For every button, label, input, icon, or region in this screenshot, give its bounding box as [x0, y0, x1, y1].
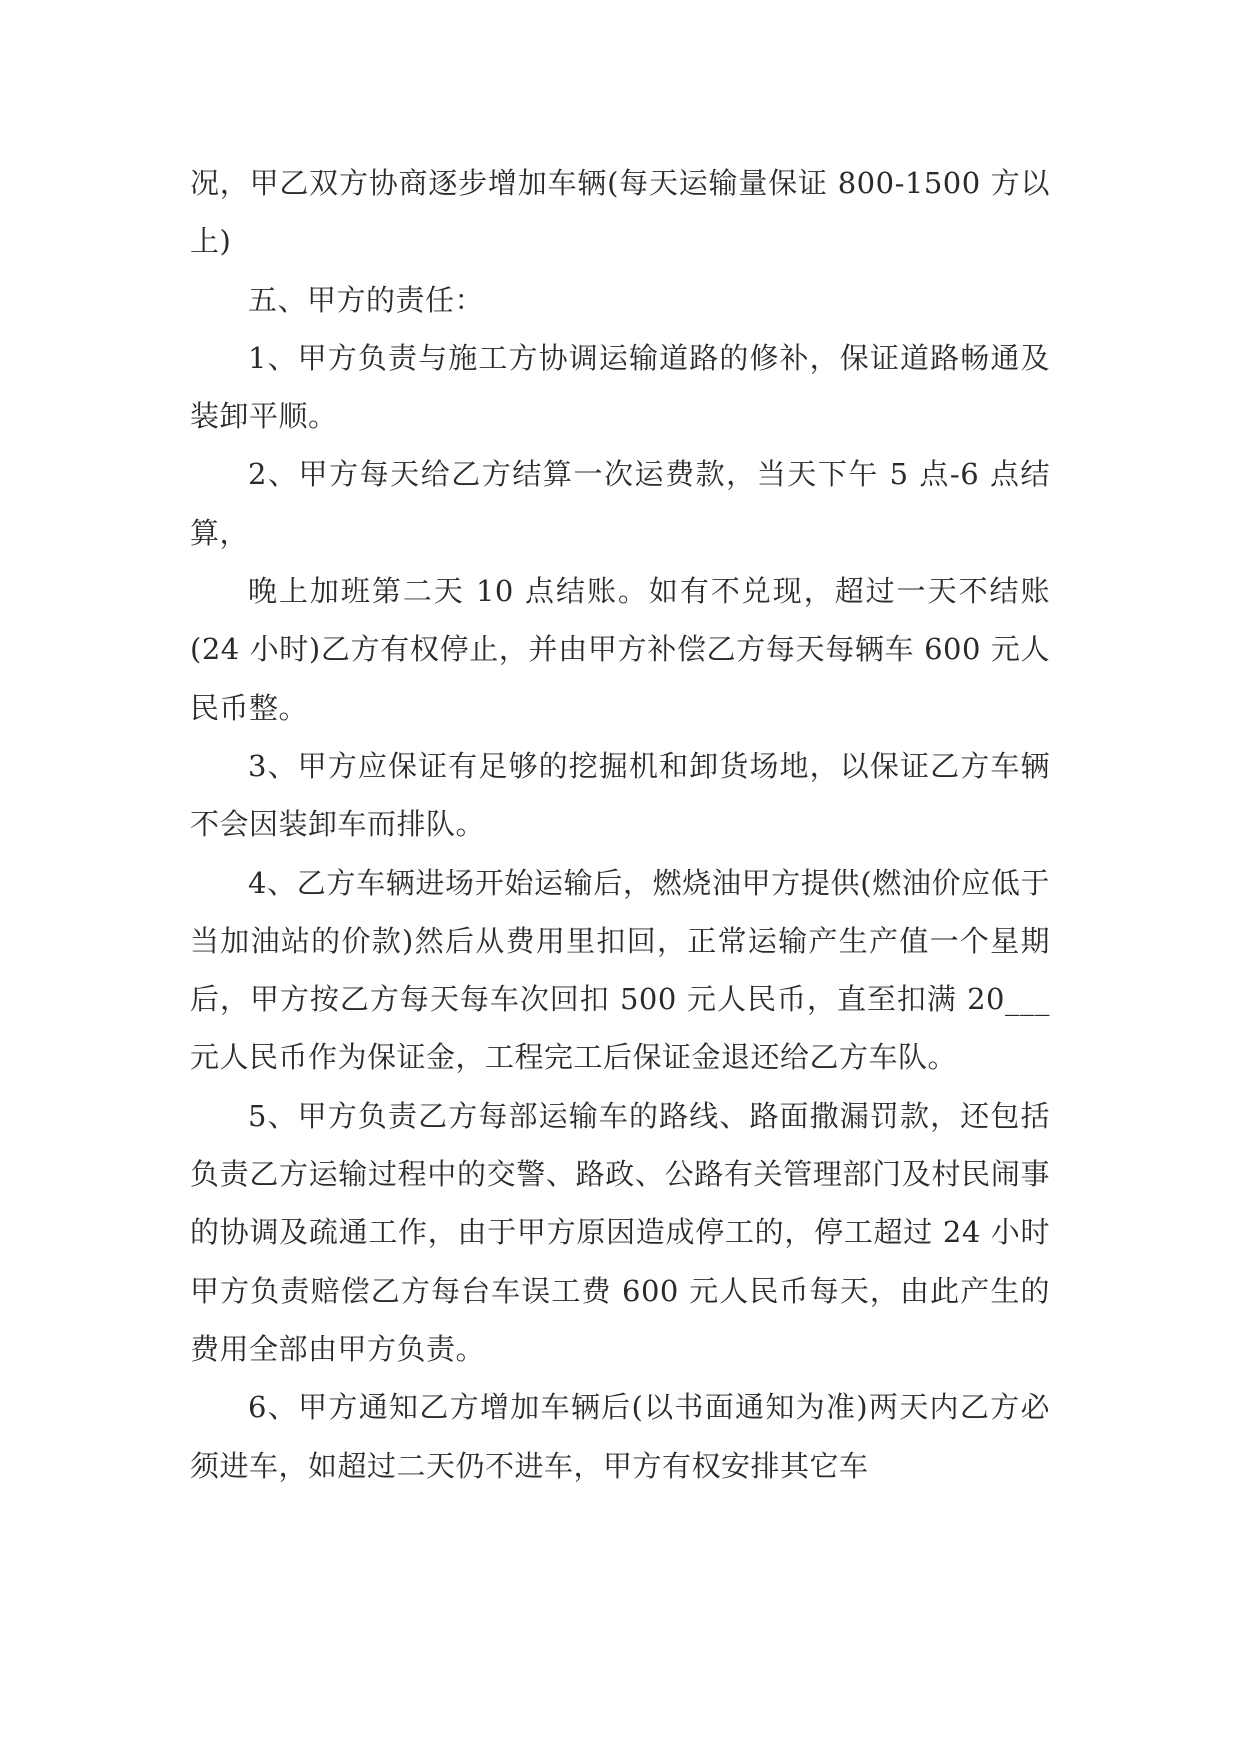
- paragraph-continuation: 况，甲乙双方协商逐步增加车辆(每天运输量保证 800-1500 方以上): [190, 166, 1050, 259]
- clause-5: 5、甲方负责乙方每部运输车的路线、路面撒漏罚款，还包括负责乙方运输过程中的交警、路政、公路有关管理部门及村民闹事的协调及疏通工作，由于甲方原因造成停工的，停工超过 24 小时甲方负责赔偿乙方每台车误工费 600 元人民币每天，由此产生的费用全部由甲方负责。: [190, 1098, 1050, 1366]
- document-body: [190, 154, 1050, 1495]
- clause-2: 2、甲方每天给乙方结算一次运费款，当天下午 5 点-6 点结算，: [190, 457, 1050, 550]
- clause-3: 3、甲方应保证有足够的挖掘机和卸货场地，以保证乙方车辆不会因装卸车而排队。: [190, 748, 1050, 842]
- clause-4: 4、乙方车辆进场开始运输后，燃烧油甲方提供(燃油价应低于当加油站的价款)然后从费用里扣回，正常运输产生产值一个星期后，甲方按乙方每天每车次回扣 500 元人民币，直至扣满 20___元人民币作为保证金，工程完工后保证金退还给乙方车队。: [190, 865, 1050, 1075]
- clause-2-continued: 晚上加班第二天 10 点结账。如有不兑现，超过一天不结账(24 小时)乙方有权停止，并由甲方补偿乙方每天每辆车 600 元人民币整。: [190, 574, 1050, 725]
- section-heading-party-a-duties: 五、甲方的责任：: [248, 282, 485, 317]
- clause-6: 6、甲方通知乙方增加车辆后(以书面通知为准)两天内乙方必须进车，如超过二天仍不进车，甲方有权安排其它车: [190, 1390, 1050, 1483]
- clause-1: 1、甲方负责与施工方协调运输道路的修补，保证道路畅通及装卸平顺。: [190, 340, 1050, 434]
